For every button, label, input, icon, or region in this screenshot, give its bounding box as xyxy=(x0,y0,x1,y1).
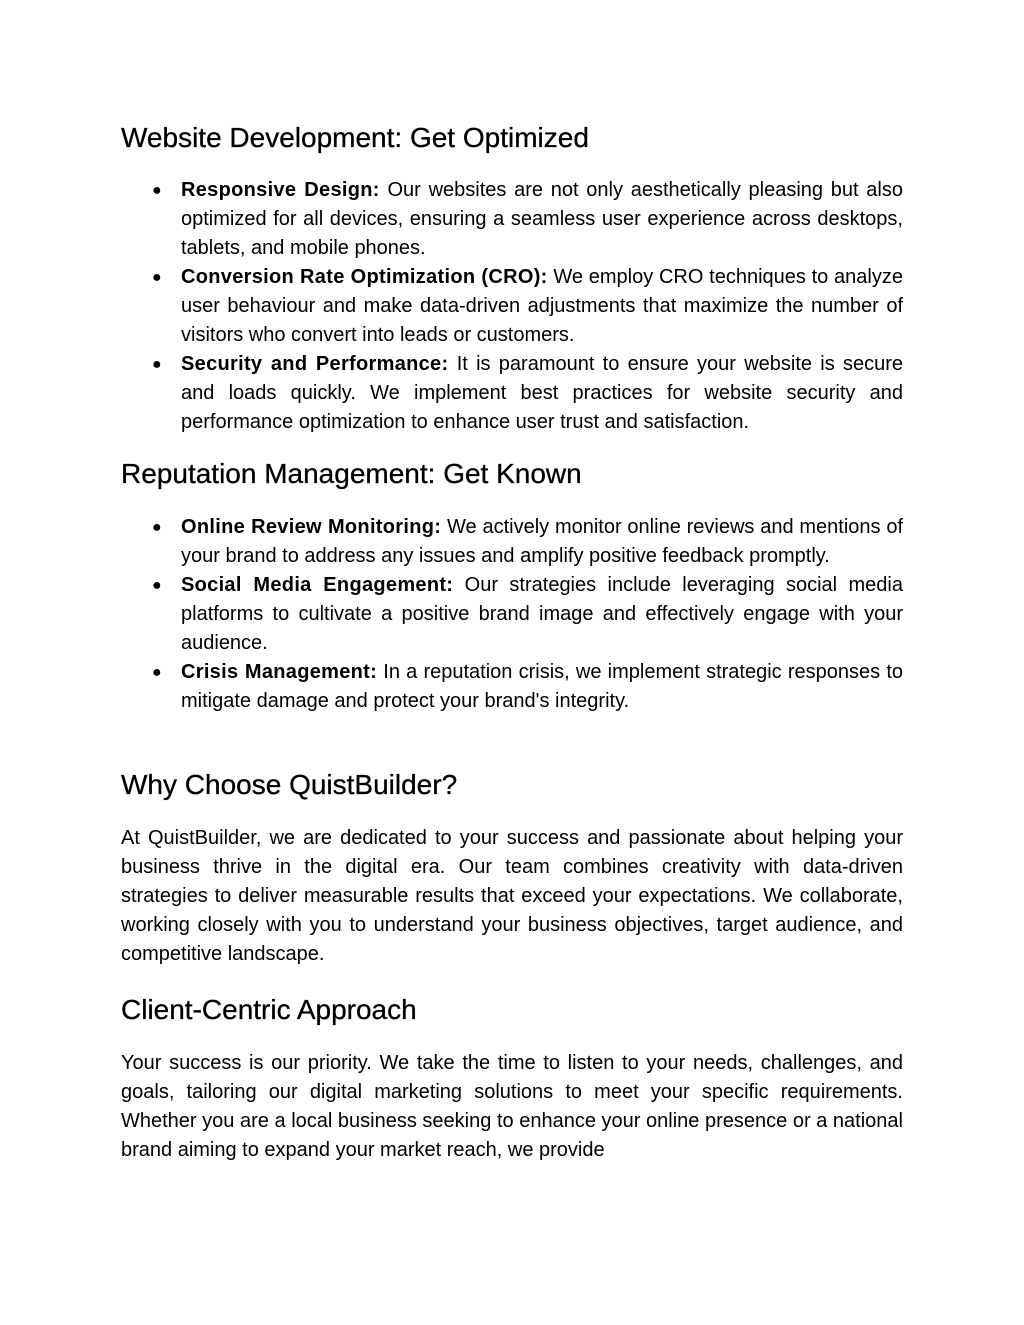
item-text: Our websites are not only aesthetically pleasing but also optimized for all devices, ensuring a seamless user experience across desktops, tablets, and mobile phones. xyxy=(181,179,903,259)
bullet-icon: ● xyxy=(152,577,162,594)
item-term: Security and Performance: xyxy=(181,353,449,375)
section-heading-reputation-management: Reputation Management: Get Known xyxy=(121,458,582,489)
item-term: Online Review Monitoring: xyxy=(181,516,442,538)
item-text: We actively monitor online reviews and mentions of your brand to address any issues and amplify positive feedback promptly. xyxy=(181,516,903,567)
website-development-list xyxy=(121,176,903,437)
item-text: Our strategies include leveraging social media platforms to cultivate a positive brand image and effectively engage with your audience. xyxy=(181,574,903,654)
item-term: Conversion Rate Optimization (CRO): xyxy=(181,266,548,288)
list-item xyxy=(121,176,903,263)
section-heading-website-development: Website Development: Get Optimized xyxy=(121,122,589,153)
list-item xyxy=(121,350,903,437)
why-choose-paragraph: At QuistBuilder, we are dedicated to your success and passionate about helping your business thrive in the digital era. Our team combines creativity with data-driven strategies to deliver measurable results that exceed your expectations. We collaborate, working closely with you to understand your business objectives, target audience, and competitive landscape. xyxy=(121,827,903,965)
bullet-icon: ● xyxy=(152,664,162,681)
bullet-icon: ● xyxy=(152,182,162,199)
item-text: In a reputation crisis, we implement strategic responses to mitigate damage and protect your brand's integrity. xyxy=(181,661,904,712)
bullet-icon: ● xyxy=(152,519,162,536)
bullet-icon: ● xyxy=(152,356,162,373)
list-item xyxy=(121,571,903,658)
section-heading-why-choose: Why Choose QuistBuilder? xyxy=(121,769,458,800)
list-item xyxy=(121,513,903,571)
item-text: We employ CRO techniques to analyze user behaviour and make data-driven adjustments that maximize the number of visitors who convert into leads or customers. xyxy=(181,266,903,346)
list-item xyxy=(121,263,903,350)
client-centric-paragraph: Your success is our priority. We take the time to listen to your needs, challenges, and goals, tailoring our digital marketing solutions to meet your specific requirements. Whether you are a local business seeking to enhance your online presence or a national brand aiming to expand your market reach, we provide xyxy=(121,1052,903,1161)
item-term: Crisis Management: xyxy=(181,661,378,683)
item-term: Responsive Design: xyxy=(181,179,380,201)
reputation-management-list xyxy=(121,513,903,716)
item-text: It is paramount to ensure your website is secure and loads quickly. We implement best practices for website security and performance optimization to enhance user trust and satisfaction. xyxy=(181,353,903,433)
section-heading-client-centric: Client-Centric Approach xyxy=(121,994,417,1025)
item-term: Social Media Engagement: xyxy=(181,574,454,596)
list-item xyxy=(121,658,903,716)
bullet-icon: ● xyxy=(152,269,162,286)
